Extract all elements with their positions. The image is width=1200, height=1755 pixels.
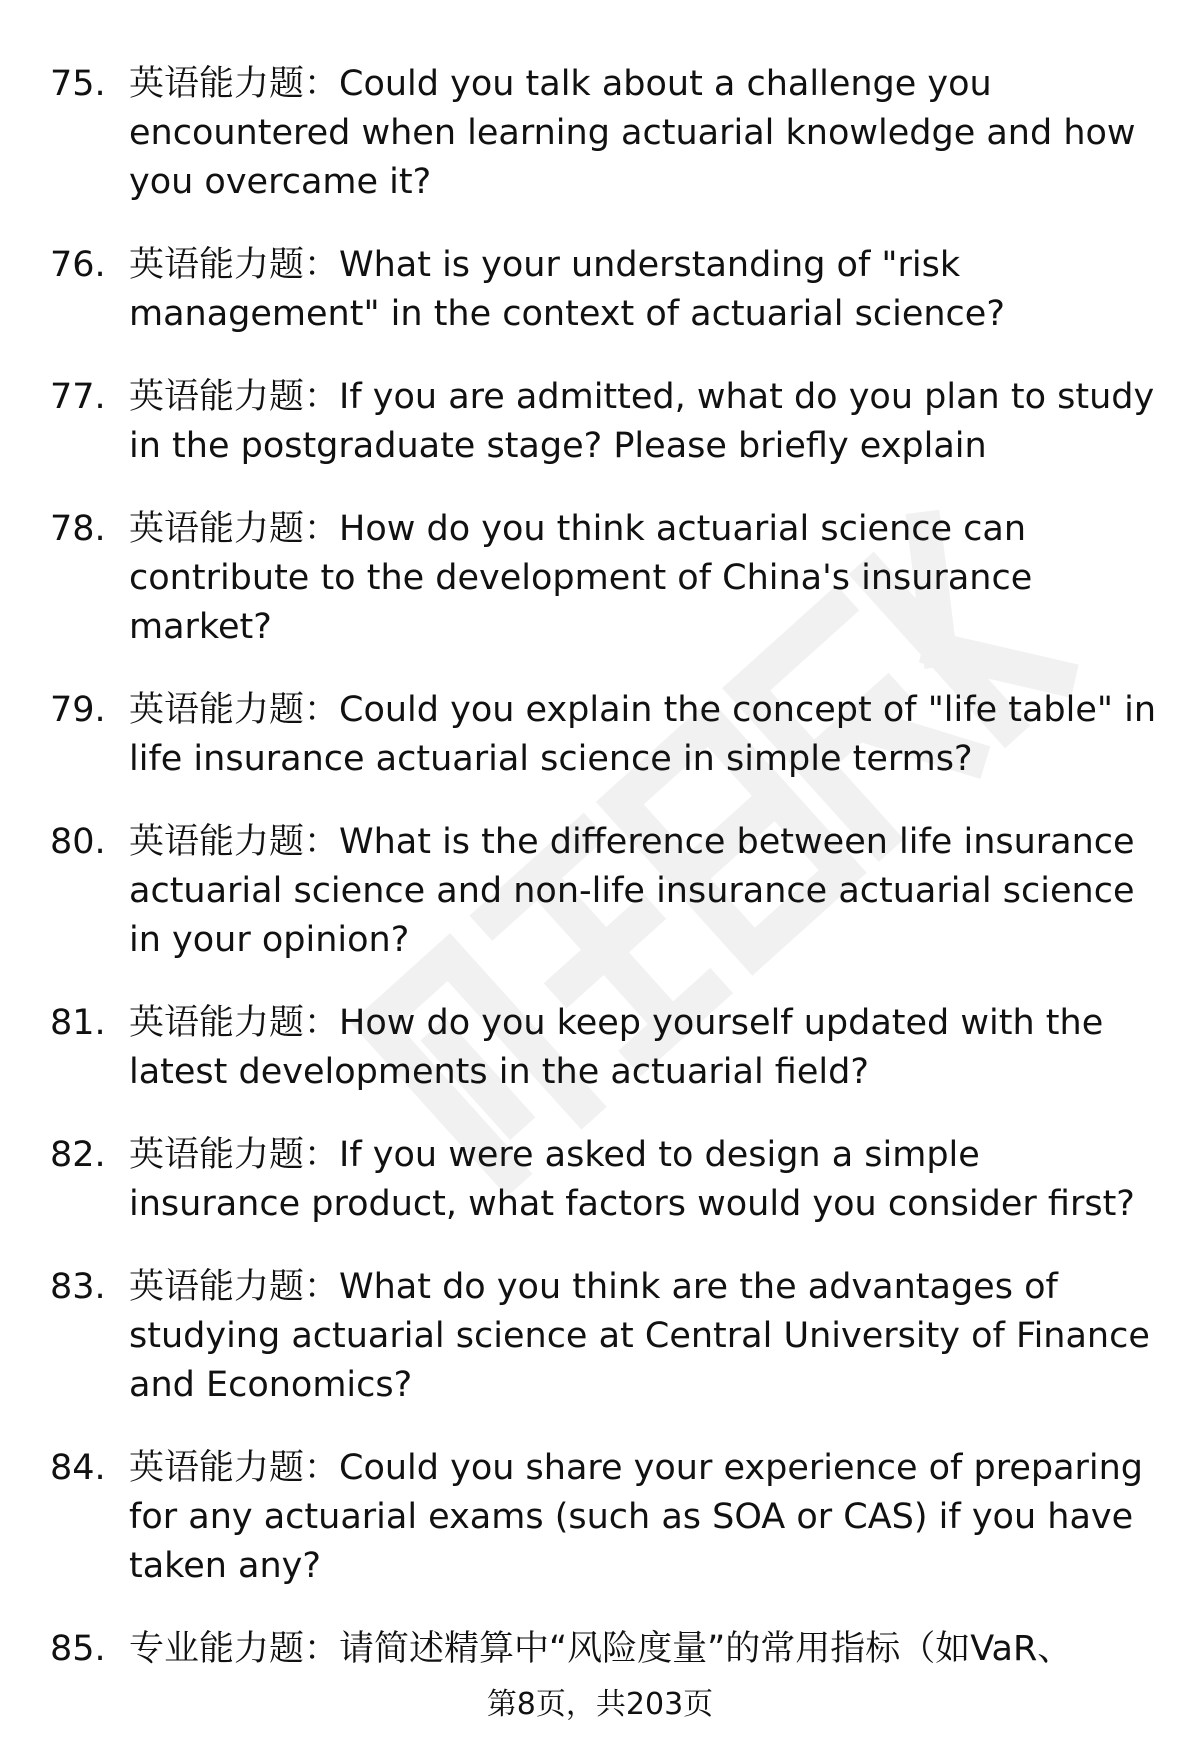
question-number: 82. [50, 1135, 106, 1175]
question-item [50, 60, 1160, 207]
question-text: 英语能力题：If you were asked to design a simple insurance product, what factors would you consider first? [129, 1135, 1135, 1224]
question-item [50, 505, 1160, 652]
question-number: 81. [50, 1003, 106, 1043]
question-item [50, 241, 1160, 339]
question-item [50, 999, 1160, 1097]
question-item [50, 373, 1160, 471]
question-number: 84. [50, 1448, 106, 1488]
question-text: 英语能力题：Could you talk about a challenge you encountered when learning actuarial knowledge and how you overcame it? [129, 64, 1136, 202]
question-number: 80. [50, 822, 106, 862]
question-text: 英语能力题：Could you share your experience of preparing for any actuarial exams (such as SOA or CAS) if you have taken any? [129, 1448, 1144, 1586]
question-list [50, 60, 1160, 1674]
question-text: 英语能力题：If you are admitted, what do you plan to study in the postgraduate stage? Please briefly explain [129, 377, 1155, 466]
question-number: 77. [50, 377, 106, 417]
question-number: 76. [50, 245, 106, 285]
question-text: 英语能力题：Could you explain the concept of "life table" in life insurance actuarial science in simple terms? [129, 690, 1156, 779]
question-text: 英语能力题：What is the difference between life insurance actuarial science and non-life insurance actuarial science in your opinion? [129, 822, 1135, 960]
question-item [50, 1131, 1160, 1229]
question-number: 85. [50, 1629, 106, 1669]
question-text: 英语能力题：What do you think are the advantages of studying actuarial science at Central University of Finance and Economics? [129, 1267, 1150, 1405]
question-number: 83. [50, 1267, 106, 1307]
question-number: 78. [50, 509, 106, 549]
question-number: 75. [50, 64, 106, 104]
question-item [50, 1444, 1160, 1591]
question-item [50, 1625, 1160, 1674]
question-text: 英语能力题：How do you keep yourself updated with the latest developments in the actuarial field? [129, 1003, 1104, 1092]
question-item [50, 1263, 1160, 1410]
page-footer: 第8页，共203页 [486, 1687, 714, 1722]
question-item [50, 686, 1160, 784]
question-number: 79. [50, 690, 106, 730]
question-text: 英语能力题：What is your understanding of "risk management" in the context of actuarial science? [129, 245, 1005, 334]
question-text: 专业能力题：请简述精算中“风险度量”的常用指标（如VaR、 [129, 1629, 1073, 1669]
question-item [50, 818, 1160, 965]
question-text: 英语能力题：How do you think actuarial science can contribute to the development of China's insurance market? [129, 509, 1033, 647]
